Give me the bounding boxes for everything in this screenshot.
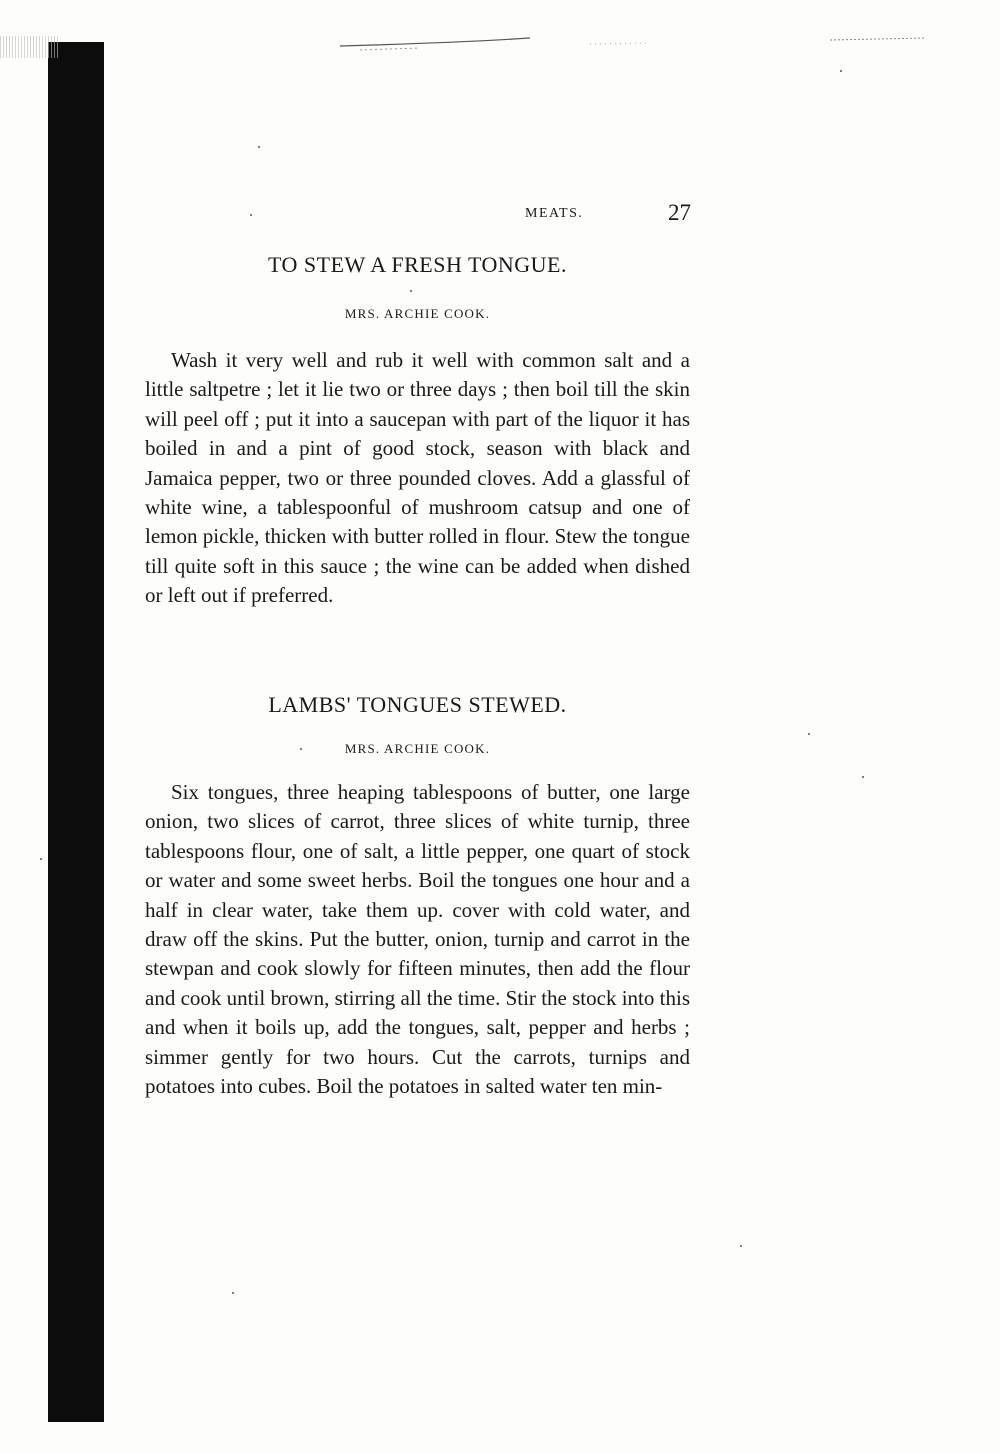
running-head xyxy=(140,200,695,230)
recipe-author: MRS. ARCHIE COOK. xyxy=(344,306,491,321)
paper-speck xyxy=(808,733,810,735)
paper-speck xyxy=(232,1292,234,1294)
paper-speck xyxy=(40,858,42,860)
recipe-title: LAMBS' TONGUES STEWED. xyxy=(268,692,567,717)
page-number: 27 xyxy=(668,200,691,225)
recipe-author: MRS. ARCHIE COOK. xyxy=(344,741,491,756)
paper-speck xyxy=(840,70,842,72)
recipe-title: TO STEW A FRESH TONGUE. xyxy=(268,252,567,277)
section-label: MEATS. xyxy=(525,206,584,221)
paper-speck xyxy=(862,776,864,778)
binding-edge xyxy=(48,42,104,1422)
paper-speck xyxy=(740,1245,742,1247)
recipe-body: Six tongues, three heaping tablespoons of butter, one large onion, two slices of carrot, three slices of white turnip, three tablespoons flour, one of salt, a little pepper, one quart of stock or water and some sweet herbs. Boil the tongues one hour and a half in clear water, take them up. cover with cold water, and draw off the skins. Put the butter, onion, turnip and carrot in the stewpan and cook slowly for fifteen minutes, then add the flour and cook until brown, stirring all the time. Stir the stock into this and when it boils up, add the tongues, salt, pepper and herbs ; simmer gently for two hours. Cut the carrots, turnips and potatoes into cubes. Boil the potatoes in salted water ten min- xyxy=(145,780,690,1099)
paper-speck xyxy=(258,146,260,148)
paper-speck xyxy=(410,290,412,292)
recipe-body: Wash it very well and rub it well with common salt and a little saltpetre ; let it lie two or three days ; then boil till the skin will peel off ; put it into a saucepan with part of the liquor it has boiled in and a pint of good stock, season with black and Jamaica pepper, two or three pounded cloves. Add a glassful of white wine, a tablespoonful of mushroom catsup and one of lemon pickle, thicken with butter rolled in flour. Stew the tongue till quite soft in this sauce ; the wine can be added when dished or left out if preferred. xyxy=(145,348,690,608)
binding-fray xyxy=(0,36,60,58)
top-margin-scratch xyxy=(330,34,930,56)
